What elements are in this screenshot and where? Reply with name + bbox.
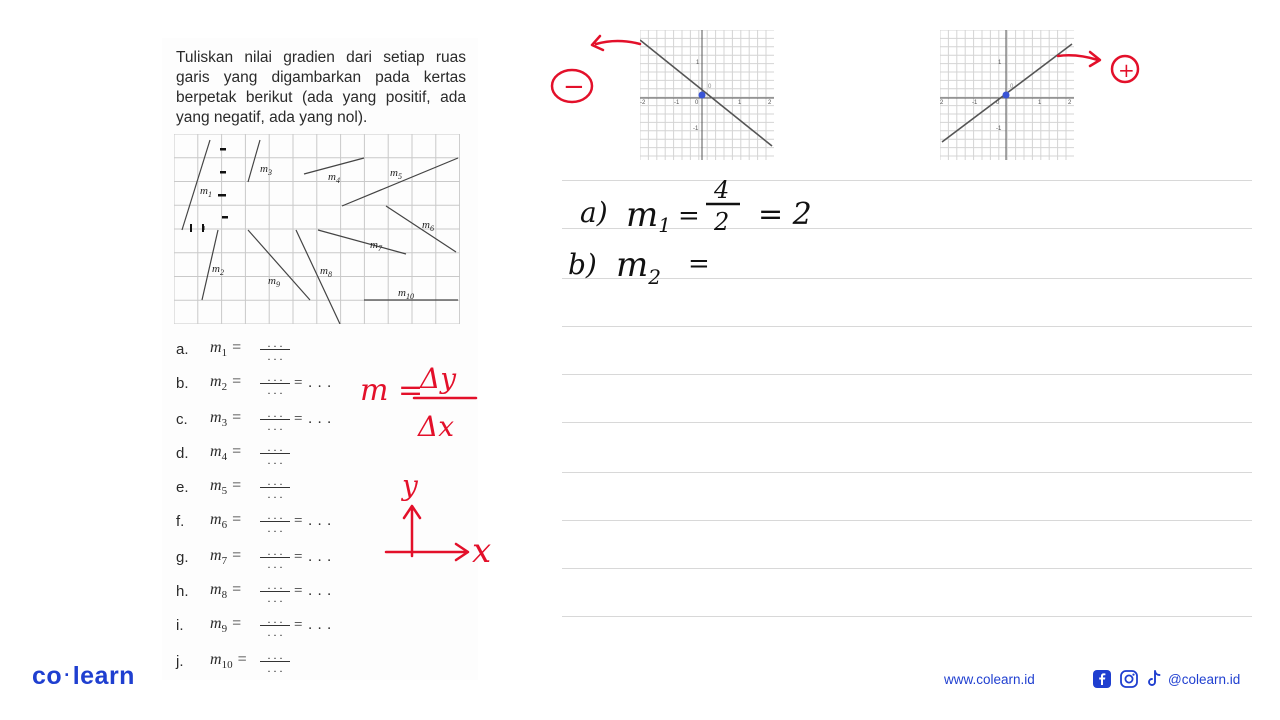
label-m5: $m_5$ <box>390 167 402 181</box>
label-m1: $m_1$ <box>200 185 212 199</box>
formula-m: m = <box>360 373 424 408</box>
question-tail: = . . . <box>294 582 332 599</box>
label-m7: $m_7$ <box>370 239 382 253</box>
answer-b-label: b) <box>568 248 597 281</box>
question-tail: = . . . <box>294 410 332 427</box>
answer-b-equals: = <box>688 249 710 279</box>
svg-text:1: 1 <box>998 60 1002 66</box>
svg-text:-1: -1 <box>693 126 699 132</box>
question-variable: $m_{10}$ = <box>210 650 248 672</box>
question-fraction: $\frac{. . .}{. . .}$ <box>260 510 290 533</box>
colearn-logo: co ·learn <box>32 662 135 690</box>
label-m4: $m_4$ <box>328 171 340 185</box>
label-m9: $m_9$ <box>268 275 280 289</box>
question-variable: $m_7$ = <box>210 546 242 568</box>
svg-text:2: 2 <box>768 100 772 106</box>
website-url[interactable]: www.colearn.id <box>944 672 1035 687</box>
social-handle[interactable]: @colearn.id <box>1168 672 1241 687</box>
formula-numerator: Δy <box>420 362 457 395</box>
svg-text:0: 0 <box>1010 84 1014 90</box>
arrow-to-plus <box>1058 52 1100 66</box>
axis-y-arrow <box>404 506 420 556</box>
question-label: g. <box>176 548 189 566</box>
question-fraction: $\frac{. . .}{. . .}$ <box>260 338 290 361</box>
minus-sign: − <box>563 72 585 102</box>
answer-a-numerator: 4 <box>714 176 730 204</box>
svg-text:1: 1 <box>696 60 700 66</box>
svg-text:1: 1 <box>738 100 742 106</box>
svg-text:2: 2 <box>940 100 944 106</box>
question-fraction: $\frac{. . .}{. . .}$ <box>260 546 290 569</box>
svg-text:-1: -1 <box>996 126 1002 132</box>
arrow-to-minus <box>592 36 640 50</box>
question-label: e. <box>176 478 189 496</box>
question-tail: = . . . <box>294 374 332 391</box>
question-fraction: $\frac{. . .}{. . .}$ <box>260 442 290 465</box>
question-variable: $m_4$ = <box>210 442 242 464</box>
question-label: c. <box>176 410 188 428</box>
instagram-icon[interactable] <box>1119 669 1139 689</box>
question-label: b. <box>176 374 189 392</box>
question-tail: = . . . <box>294 548 332 565</box>
svg-text:0: 0 <box>996 100 1000 106</box>
svg-text:0: 0 <box>708 84 712 90</box>
question-fraction: $\frac{. . .}{. . .}$ <box>260 372 290 395</box>
formula-denominator: Δx <box>418 410 455 443</box>
question-label: i. <box>176 616 184 634</box>
label-m8: $m_8$ <box>320 265 332 279</box>
question-fraction: $\frac{. . .}{. . .}$ <box>260 650 290 673</box>
answer-a-equals: = <box>678 201 700 231</box>
axis-x-arrow <box>386 544 468 560</box>
question-variable: $m_5$ = <box>210 476 242 498</box>
problem-statement: Tuliskan nilai gradien dari setiap ruas garis yang digambarkan pada kertas berpetak berikut (ada yang positif, ada yang negatif, ada yang nol). <box>176 49 466 126</box>
question-label: j. <box>176 652 184 670</box>
svg-text:0: 0 <box>695 100 699 106</box>
label-m6: $m_6$ <box>422 219 434 233</box>
label-m2: $m_2$ <box>212 263 224 277</box>
answer-a-denominator: 2 <box>714 208 730 236</box>
tiktok-icon[interactable] <box>1144 669 1164 689</box>
question-variable: $m_1$ = <box>210 338 242 360</box>
question-variable: $m_9$ = <box>210 614 242 636</box>
axis-x-label: x <box>472 531 492 571</box>
question-tail: = . . . <box>294 512 332 529</box>
answer-a-result: = 2 <box>758 197 812 232</box>
label-m10: $m_{10}$ <box>398 287 414 301</box>
question-variable: $m_2$ = <box>210 372 242 394</box>
plus-sign: + <box>1118 58 1135 82</box>
answer-a-var: m1 <box>626 195 671 237</box>
question-variable: $m_8$ = <box>210 580 242 602</box>
question-tail: = . . . <box>294 616 332 633</box>
svg-text:1: 1 <box>1038 100 1042 106</box>
label-m3: $m_3$ <box>260 163 272 177</box>
question-fraction: $\frac{. . .}{. . .}$ <box>260 408 290 431</box>
question-label: f. <box>176 512 185 530</box>
svg-text:-2: -2 <box>640 100 646 106</box>
answer-b-var: $m_2$ <box>616 245 661 289</box>
question-variable: $m_3$ = <box>210 408 242 430</box>
question-fraction: $\frac{. . .}{. . .}$ <box>260 580 290 603</box>
svg-text:-1: -1 <box>674 100 680 106</box>
axis-y-label: y <box>402 469 418 502</box>
svg-text:2: 2 <box>1068 100 1072 106</box>
question-variable: $m_6$ = <box>210 510 242 532</box>
question-label: h. <box>176 582 189 600</box>
question-label: d. <box>176 444 189 462</box>
svg-text:-1: -1 <box>972 100 978 106</box>
question-fraction: $\frac{. . .}{. . .}$ <box>260 476 290 499</box>
question-fraction: $\frac{. . .}{. . .}$ <box>260 614 290 637</box>
question-label: a. <box>176 340 189 358</box>
facebook-icon[interactable] <box>1092 669 1112 689</box>
answer-a-label: a) <box>580 196 608 229</box>
